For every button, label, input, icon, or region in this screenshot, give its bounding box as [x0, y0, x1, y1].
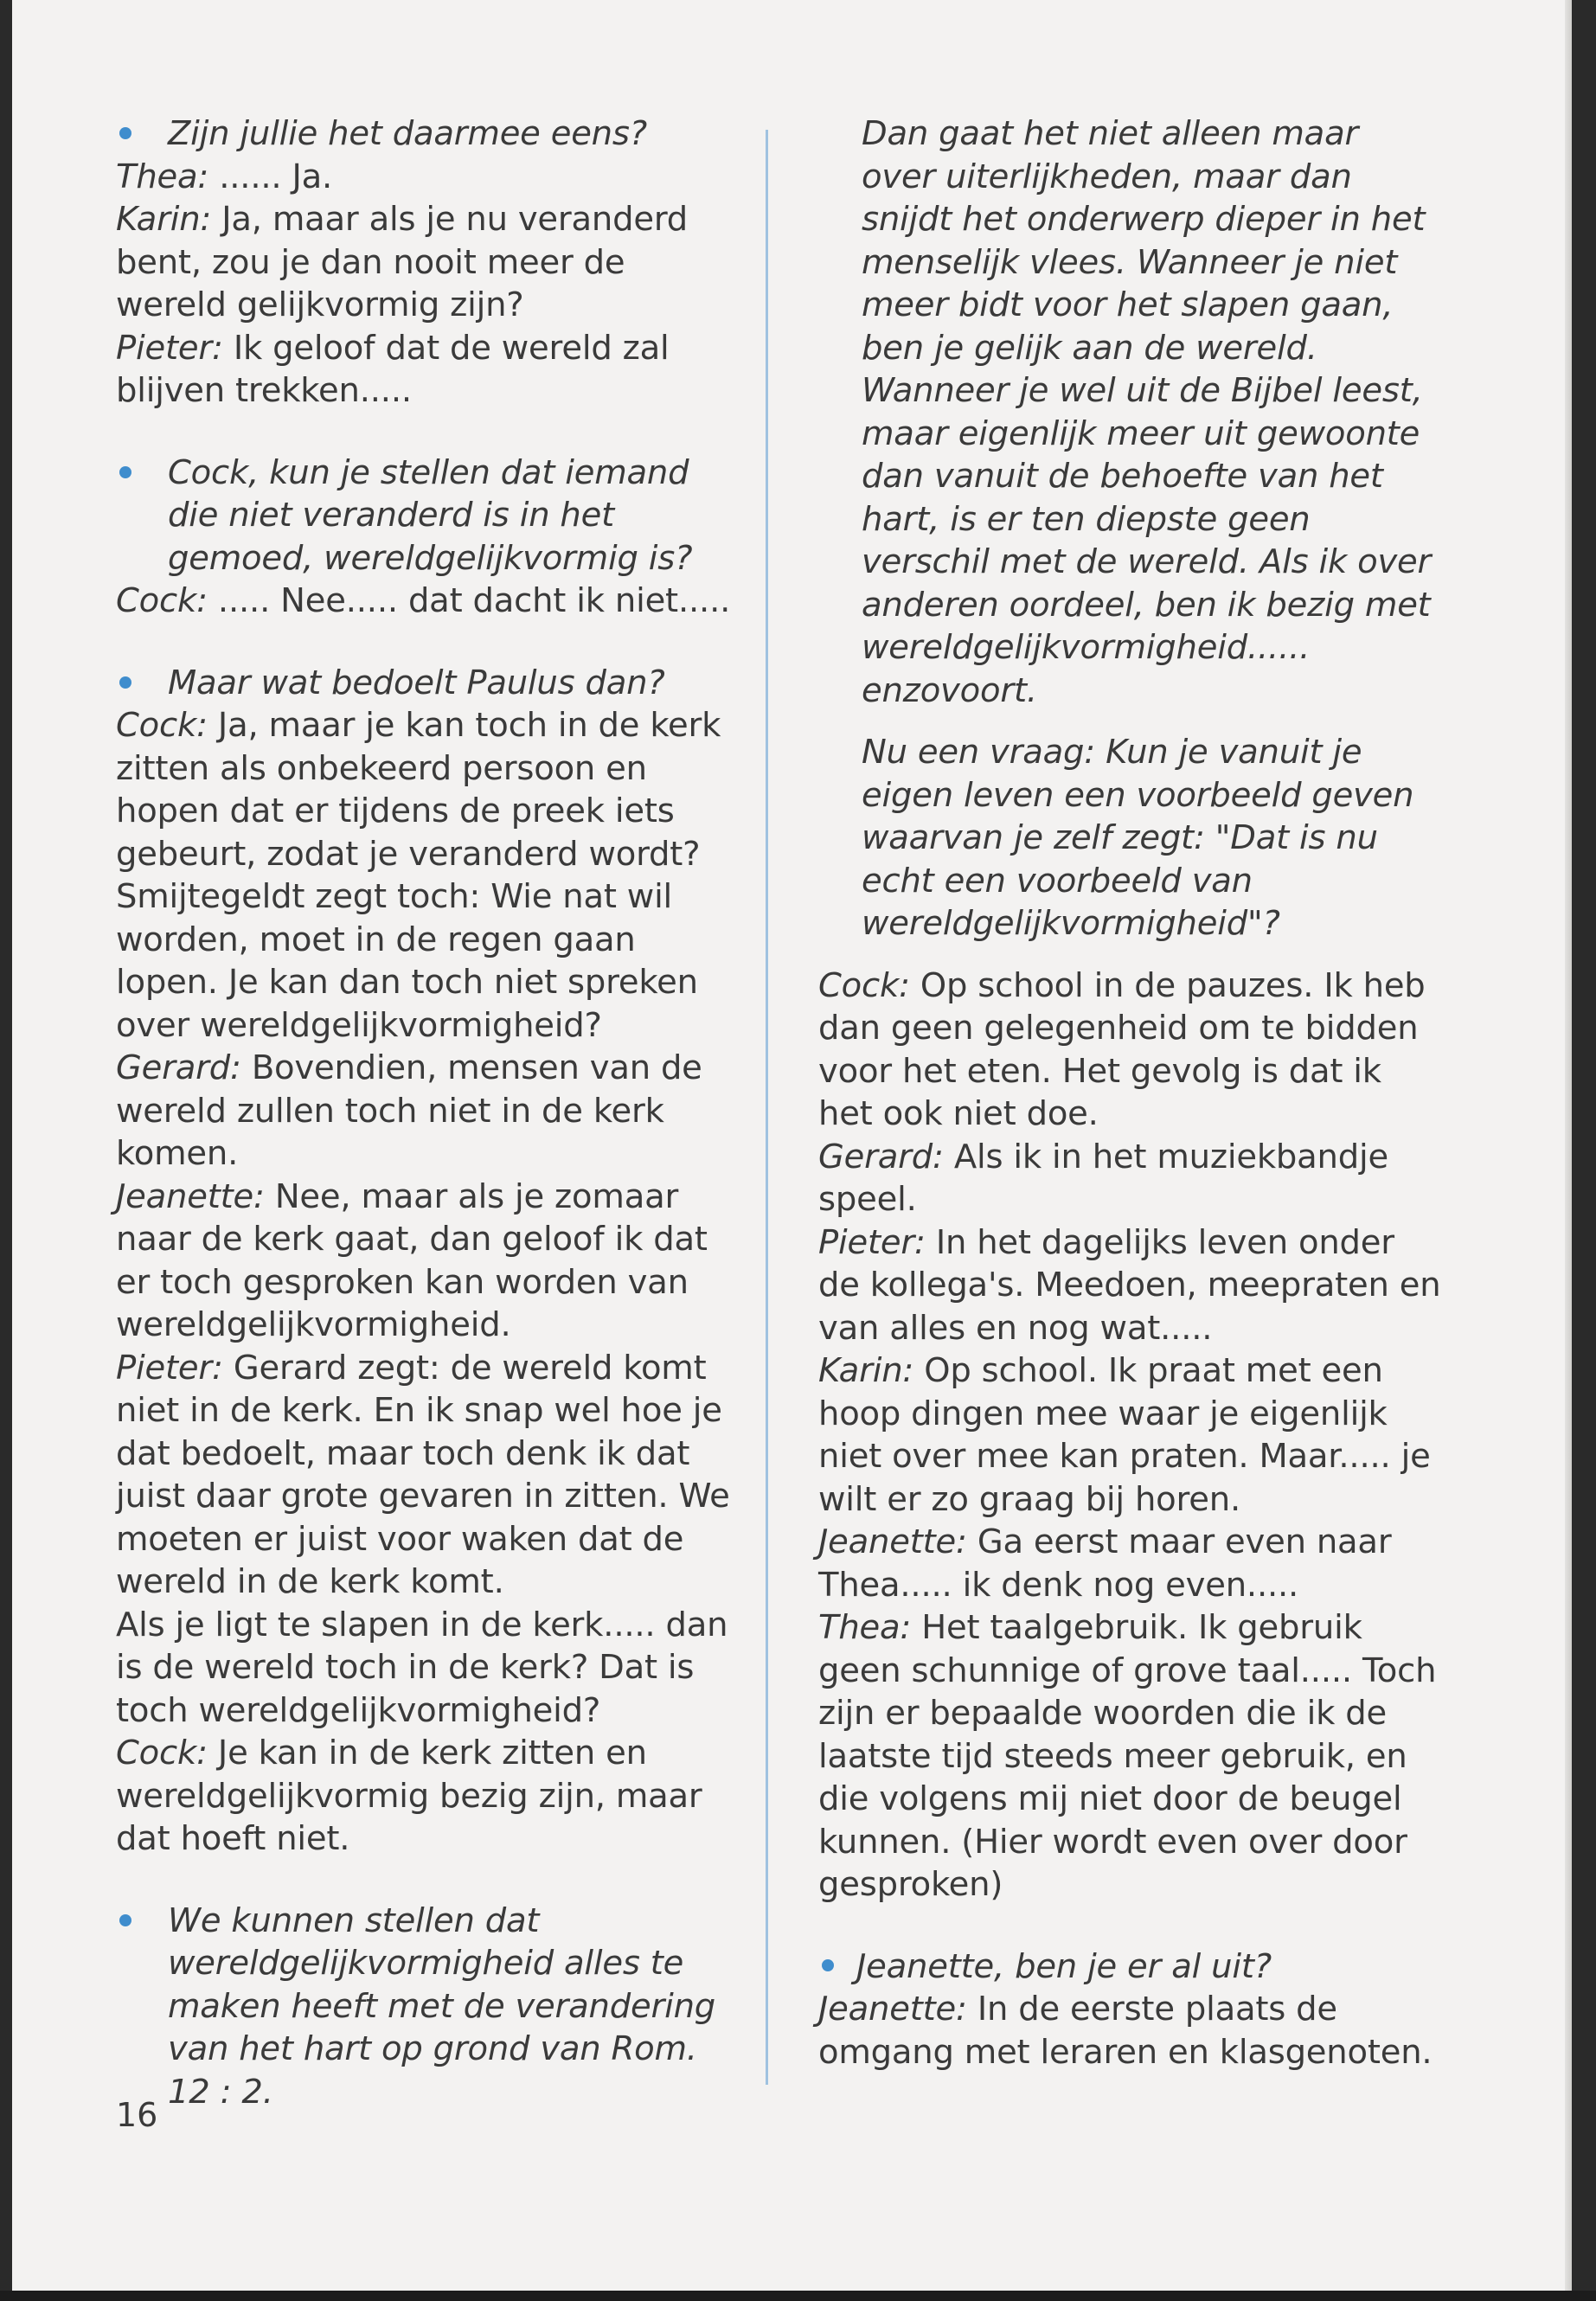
speaker: Pieter:: [116, 1348, 223, 1388]
dialogue-cock-1: Cock: ..... Nee..... dat dacht ik niet.....: [116, 581, 731, 620]
column-divider: [766, 130, 768, 2085]
bullet-icon: [119, 676, 131, 689]
question-3: Maar wat bedoelt Paulus dan?: [116, 662, 739, 705]
scan-border: [0, 2291, 1596, 2301]
dialogue-gerard-2: Gerard: Als ik in het muziekbandje speel.: [818, 1137, 1388, 1219]
dialogue-jeanette-3: Jeanette: In de eerste plaats de omgang met leraren en klasgenoten.: [818, 1990, 1433, 2072]
bullet-icon: [119, 466, 131, 478]
dialogue-cock-3: Cock: Je kan in de kerk zitten en wereldgelijkvormig bezig zijn, maar dat hoeft niet.: [116, 1734, 702, 1858]
speaker: Gerard:: [116, 1048, 241, 1087]
dialogue-jeanette-2: Jeanette: Ga eerst maar even naar Thea..... ik denk nog even.....: [818, 1522, 1392, 1605]
dialogue-karin-1: Karin: Ja, maar als je nu veranderd bent, zou je dan nooit meer de wereld gelijkvormig zijn?: [116, 200, 689, 324]
question-4: We kunnen stellen dat wereldgelijkvormigheid alles te maken heeft met de verandering van het hart op grond van Rom. 12 : 2.: [116, 1900, 739, 2114]
speaker: Cock:: [818, 965, 910, 1005]
dialogue-cock-4: Cock: Op school in de pauzes. Ik heb dan geen gelegenheid om te bidden voor het eten. Het gevolg is dat ik het ook niet doe.: [818, 965, 1426, 1133]
question-2: Cock, kun je stellen dat iemand die niet veranderd is in het gemoed, wereldgelijkvormig is?: [116, 452, 739, 580]
speaker: Jeanette:: [818, 1990, 967, 2029]
speaker: Gerard:: [818, 1137, 944, 1176]
left-column: [116, 112, 739, 2152]
bullet-icon: [119, 127, 131, 139]
bullet-icon: [822, 1959, 834, 1971]
moderator-question: Nu een vraag: Kun je vanuit je eigen leven een voorbeeld geven waarvan je zelf zegt: "Dat is nu echt een voorbeeld van wereldgelijkvormigheid"?: [862, 733, 1414, 943]
speaker: Thea:: [818, 1608, 912, 1647]
bullet-icon: [119, 1914, 131, 1926]
speaker: Jeanette:: [116, 1176, 265, 1216]
dialogue-pieter-3: Pieter: In het dagelijks leven onder de kollega's. Meedoen, meepraten en van alles en nog wat.....: [818, 1222, 1441, 1348]
page-edge: [1565, 0, 1572, 2291]
speaker: Pieter:: [818, 1222, 926, 1262]
dialogue-karin-2: Karin: Op school. Ik praat met een hoop dingen mee waar je eigenlijk niet over mee kan praten. Maar..... je wilt er zo graag bij horen.: [818, 1351, 1431, 1519]
speaker: Karin:: [818, 1351, 914, 1390]
speaker: Jeanette:: [818, 1522, 967, 1561]
speaker: Karin:: [116, 200, 212, 239]
speaker: Cock:: [116, 581, 208, 620]
moderator-text-1: Dan gaat het niet alleen maar over uiterlijkheden, maar dan snijdt het onderwerp dieper in het menselijk vlees. Wanneer je niet meer bidt voor het slapen gaan, ben je gelijk aan de wereld. Wanneer je wel uit de Bijbel leest, maar eigenlijk meer uit gewoonte dan vanuit de behoefte van het hart, is er ten diepste geen verschil met de wereld. Als ik over anderen oordeel, ben ik bezig met wereldgelijkvormigheid...... enzovoort.: [862, 114, 1432, 710]
dialogue-pieter-2-continued: Als je ligt te slapen in de kerk..... dan is de wereld toch in de kerk? Dat is toch wereldgelijkvormigheid?: [116, 1605, 728, 1730]
dialogue-jeanette-1: Jeanette: Nee, maar als je zomaar naar de kerk gaat, dan geloof ik dat er toch gesproken kan worden van wereldgelijkvormigheid.: [116, 1176, 708, 1344]
question-1: Zijn jullie het daarmee eens?: [116, 112, 739, 156]
dialogue-cock-2: Cock: Ja, maar je kan toch in de kerk zitten als onbekeerd persoon en hopen dat er tijdens de preek iets gebeurt, zodat je veranderd wordt? Smijtegeldt zegt toch: Wie nat wil worden, moet in de regen gaan lopen. Je kan dan toch niet spreken over wereldgelijkvormigheid?: [116, 706, 721, 1045]
page-number: 16: [116, 2096, 158, 2134]
dialogue-gerard-1: Gerard: Bovendien, mensen van de wereld zullen toch niet in de kerk komen.: [116, 1048, 702, 1173]
right-column: [818, 112, 1441, 2112]
speaker: Cock:: [116, 1734, 208, 1772]
dialogue-thea-1: Thea: ...... Ja.: [116, 157, 333, 196]
dialogue-thea-2: Thea: Het taalgebruik. Ik gebruik geen schunnige of grove taal..... Toch zijn er bepaalde woorden die ik de laatste tijd steeds meer gebruik, en die volgens mij niet door de beugel kunnen. (Hier wordt even over door gesproken): [818, 1608, 1437, 1904]
speaker: Cock:: [116, 706, 208, 745]
speaker: Thea:: [116, 157, 209, 196]
dialogue-pieter-1: Pieter: Ik geloof dat de wereld zal blijven trekken.....: [116, 328, 670, 410]
speaker: Pieter:: [116, 328, 223, 368]
dialogue-pieter-2: Pieter: Gerard zegt: de wereld komt niet in de kerk. En ik snap wel hoe je dat bedoelt, maar toch denk ik dat juist daar grote gevaren in zitten. We moeten er juist voor waken dat de wereld in de kerk komt.: [116, 1348, 730, 1601]
question-5: Jeanette, ben je er al uit?: [818, 1945, 1441, 1989]
